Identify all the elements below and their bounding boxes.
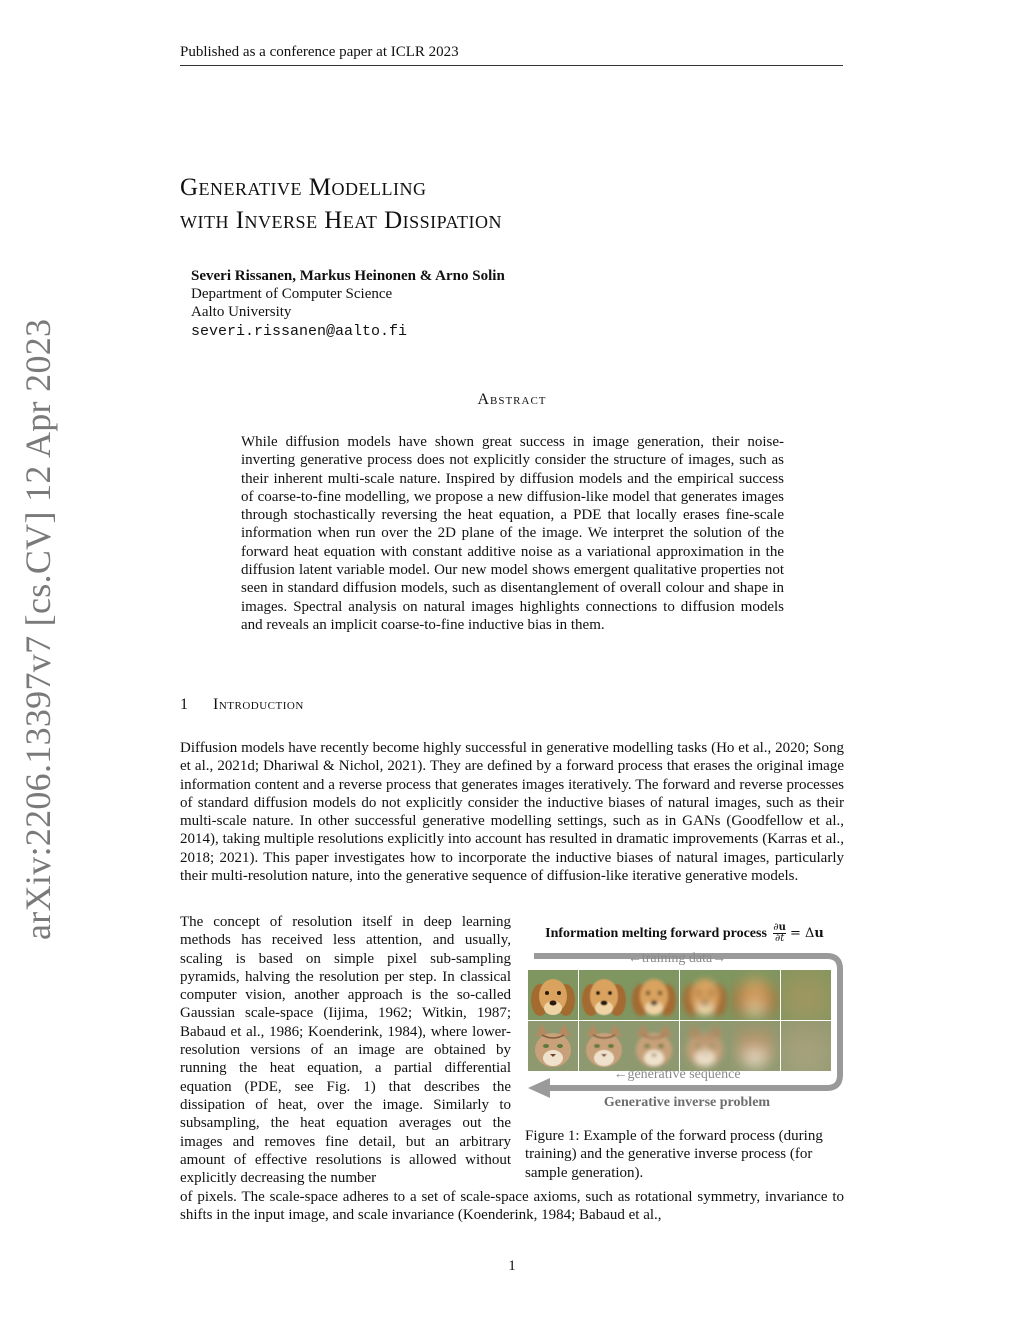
page-number: 1 [508,1258,516,1274]
dog-image-step-5 [730,970,780,1020]
cat-image-step-3 [629,1021,679,1071]
running-header: Published as a conference paper at ICLR 2023 [180,44,459,60]
figure-1 [522,920,847,1120]
abstract-body: While diffusion models have shown great success in image generation, their noise-inverting generative process does not explicitly consider the structure of images, such as their inherent multi-scale nature. Inspired by diffusion models and the empirical success of coarse-to-fine modelling, we propose a new diffusion-like model that generates images through stochastically reversing the heat equation, a PDE that locally erases fine-scale information when run over the 2D plane of the image. We interpret the solution of the forward heat equation with constant additive noise as a variational approximation in the diffusion latent variable model. Our new model shows emergent qualitative properties not seen in standard diffusion models, such as disentanglement of overall colour and shape in images. Spectral analysis on natural images highlights connections to diffusion models and reveals an implicit coarse-to-fine inductive bias in them. [241,434,784,633]
figure-title [522,923,847,944]
heat-equation: $\frac{\partial u}{\partial t}$ = Δu [773,922,824,944]
figure-title-text: Information melting forward process [545,926,767,941]
section-number: 1 [180,696,189,713]
generative-sequence-label: ←generative sequence [613,1067,741,1082]
cat-image-step-4 [680,1021,730,1071]
intro-paragraph-2: The concept of resolution itself in deep learning methods has received less attention, and usually, scaling is based on simple pixel sub-sampling pyramids, halving the resolution per step. In classical computer vision, another approach is the so-called Gaussian scale-space (Iijima, 1962; Witkin, 1987; Babaud et al., 1986; Koenderink, 1984), where lower-resolution versions of an image are obtained by running the heat equation, a partial differential equation (PDE, see Fig. 1) that describes the dissipation of heat, over the image. Similarly to subsampling, the heat equation averages out the images and removes fine detail, but an arbitrary amount of effective resolutions is allowed without explicitly decreasing the number [180,914,511,1187]
department: Department of Computer Science [191,286,393,302]
paper-title-line-2: with Inverse Heat Dissipation [180,207,503,234]
cat-image-step-2 [579,1021,629,1071]
dog-image-step-4 [680,970,730,1020]
abstract-heading: Abstract [477,391,547,408]
university: Aalto University [191,304,292,320]
dog-image-step-3 [629,970,679,1020]
figure-caption: Figure 1: Example of the forward process (during training) and the generative inverse process (for sample generation). [525,1128,823,1181]
training-data-label: ←training data→ [627,951,727,966]
arxiv-stamp: arXiv:2206.13397v7 [cs.CV] 12 Apr 2023 [18,318,58,940]
intro-paragraph-1: Diffusion models have recently become highly successful in generative modelling tasks (Ho et al., 2020; Song et al., 2021d; Dhariwal & Nichol, 2021). They are defined by a forward process that erases the original image information content and a reverse process that generates images iteratively. The forward and reverse processes of standard diffusion models do not explicitly consider the inductive biases of natural images, such as their multi-scale nature. In other successful generative modelling settings, such as in GANs (Goodfellow et al., 2014), taking multiple resolutions explicitly into account has resulted in dramatic improvements (Karras et al., 2018; 2021). This paper investigates how to incorporate the inductive biases of natural images, particularly their multi-resolution nature, into the generative sequence of diffusion-like iterative generative models. [180,740,844,885]
cat-image-step-5 [730,1021,780,1071]
section-heading-introduction [180,696,304,714]
dog-image-step-2 [579,970,629,1020]
cat-image-step-6 [781,1021,831,1071]
authors: Severi Rissanen, Markus Heinonen & Arno Solin [191,268,505,284]
generative-inverse-problem-label: Generative inverse problem [603,1095,771,1110]
section-title: Introduction [213,696,304,713]
dog-image-step-1 [528,970,578,1020]
cat-image-step-1 [528,1021,578,1071]
header-rule [180,65,843,66]
email: severi.rissanen@aalto.fi [191,323,408,340]
paper-title-line-1: Generative Modelling [180,174,427,201]
intro-paragraph-3: of pixels. The scale-space adheres to a set of scale-space axioms, such as rotational symmetry, invariance to shifts in the input image, and scale invariance (Koenderink, 1984; Babaud et al., [180,1189,844,1224]
dog-image-step-6 [781,970,831,1020]
